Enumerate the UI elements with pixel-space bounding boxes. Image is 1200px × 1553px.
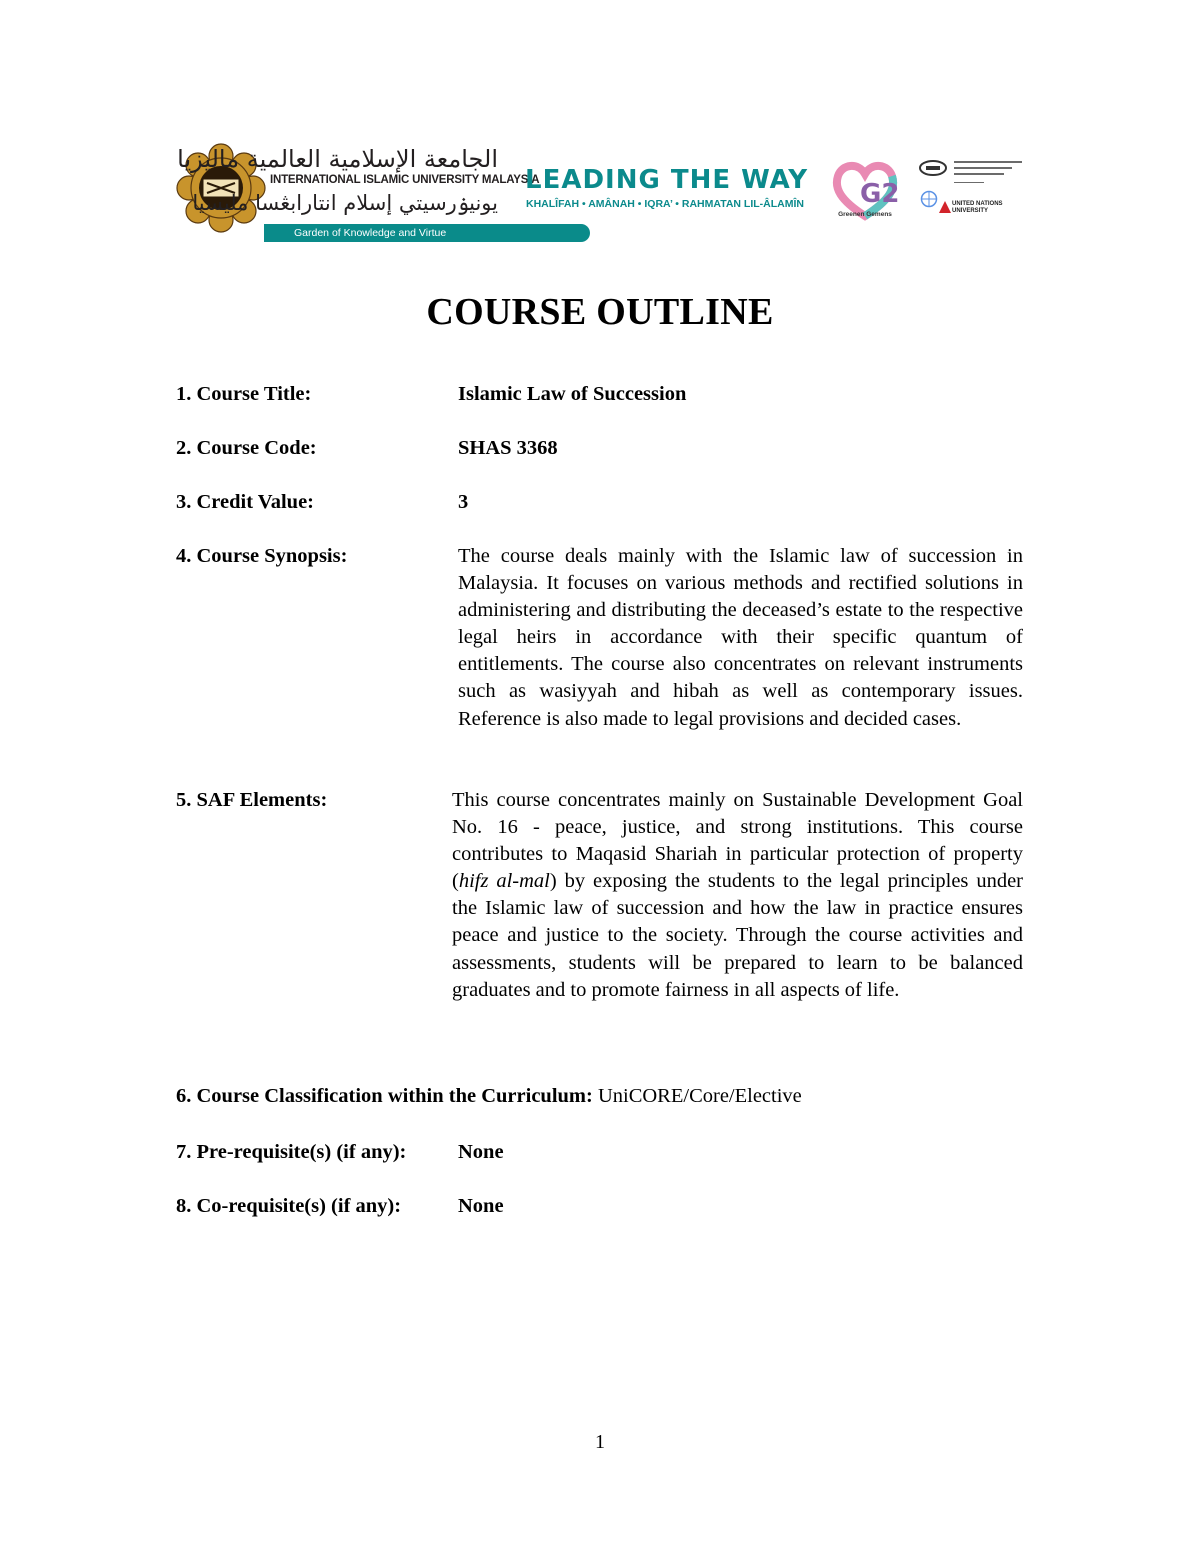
document-title: COURSE OUTLINE [426, 291, 774, 333]
corequisite-label: 8. Co-requisite(s) (if any): [176, 1195, 402, 1217]
header-banner [176, 140, 1026, 240]
iium-tagline-bar [264, 224, 590, 242]
leading-the-way-title: LEADING THE WAY [525, 165, 809, 195]
iium-tagline: Garden of Knowledge and Virtue [294, 227, 447, 239]
iium-malay-name: يونيۏرسيتي إسلام انتارابڠسا مليسيا [192, 191, 498, 215]
green-gems-label: Greenen Gemens [838, 211, 892, 218]
saf-elements-text: This course concentrates mainly on Sustainable Development Goal No. 16 - peace, justice, and strong institutions. This course contributes to Maqasid Shariah in particular protection of property (hifz al-mal) by exposing the students to the legal principles under the Islamic law of succession and how the law in practice ensures peace and justice to the society. Through the course activities and assessments, students will be prepared to learn to be balanced graduates and to promote fairness in all aspects of life. [452, 789, 1023, 1001]
iium-english-name: INTERNATIONAL ISLAMIC UNIVERSITY MALAYSIA [270, 174, 540, 186]
iium-arabic-name: الجامعة الإسلامية العالمية ماليزيا [177, 145, 498, 173]
saf-elements-label: 5. SAF Elements: [176, 789, 328, 811]
course-classification-row [176, 1085, 802, 1108]
partner-logos [916, 158, 1026, 228]
course-title-label: 1. Course Title: [176, 383, 312, 405]
page-number: 1 [595, 1431, 605, 1453]
corequisite-value: None [458, 1195, 504, 1217]
credit-value-label: 3. Credit Value: [176, 491, 315, 513]
course-classification-label: 6. Course Classification within the Curriculum: [176, 1085, 593, 1107]
un-globe-icon [920, 190, 938, 208]
course-synopsis-text: The course deals mainly with the Islamic law of succession in Malaysia. It focuses on various methods and rectified solutions in administering and distributing the deceased’s estate to the respective legal heirs in accordance with their specific quantum of entitlements. The course also concentrates on relevant instruments such as wasiyyah and hibah as well as contemporary issues. Reference is also made to legal provisions and decided cases. [458, 545, 1023, 730]
course-code-label: 2. Course Code: [176, 437, 317, 459]
course-title-value: Islamic Law of Succession [458, 383, 687, 405]
unu-mark-icon [938, 200, 952, 214]
course-synopsis-label: 4. Course Synopsis: [176, 545, 348, 567]
course-code-value: SHAS 3368 [458, 437, 558, 459]
course-classification-value: UniCORE/Core/Elective [597, 1085, 802, 1107]
saf-italic-term: hifz al-mal [458, 870, 550, 893]
partner-emblem-icon [918, 158, 948, 178]
prerequisite-label: 7. Pre-requisite(s) (if any): [176, 1141, 407, 1163]
green-gems-logo-icon [830, 158, 900, 238]
prerequisite-value: None [458, 1141, 504, 1163]
un-university-label: UNITED NATIONS UNIVERSITY [952, 201, 1003, 214]
leading-the-way-subtitle: KHALÎFAH • AMÂNAH • IQRA’ • RAHMATAN LIL-ÂLAMÎN [526, 198, 804, 210]
svg-text:G2: G2 [860, 179, 900, 209]
credit-value-value: 3 [458, 491, 469, 513]
